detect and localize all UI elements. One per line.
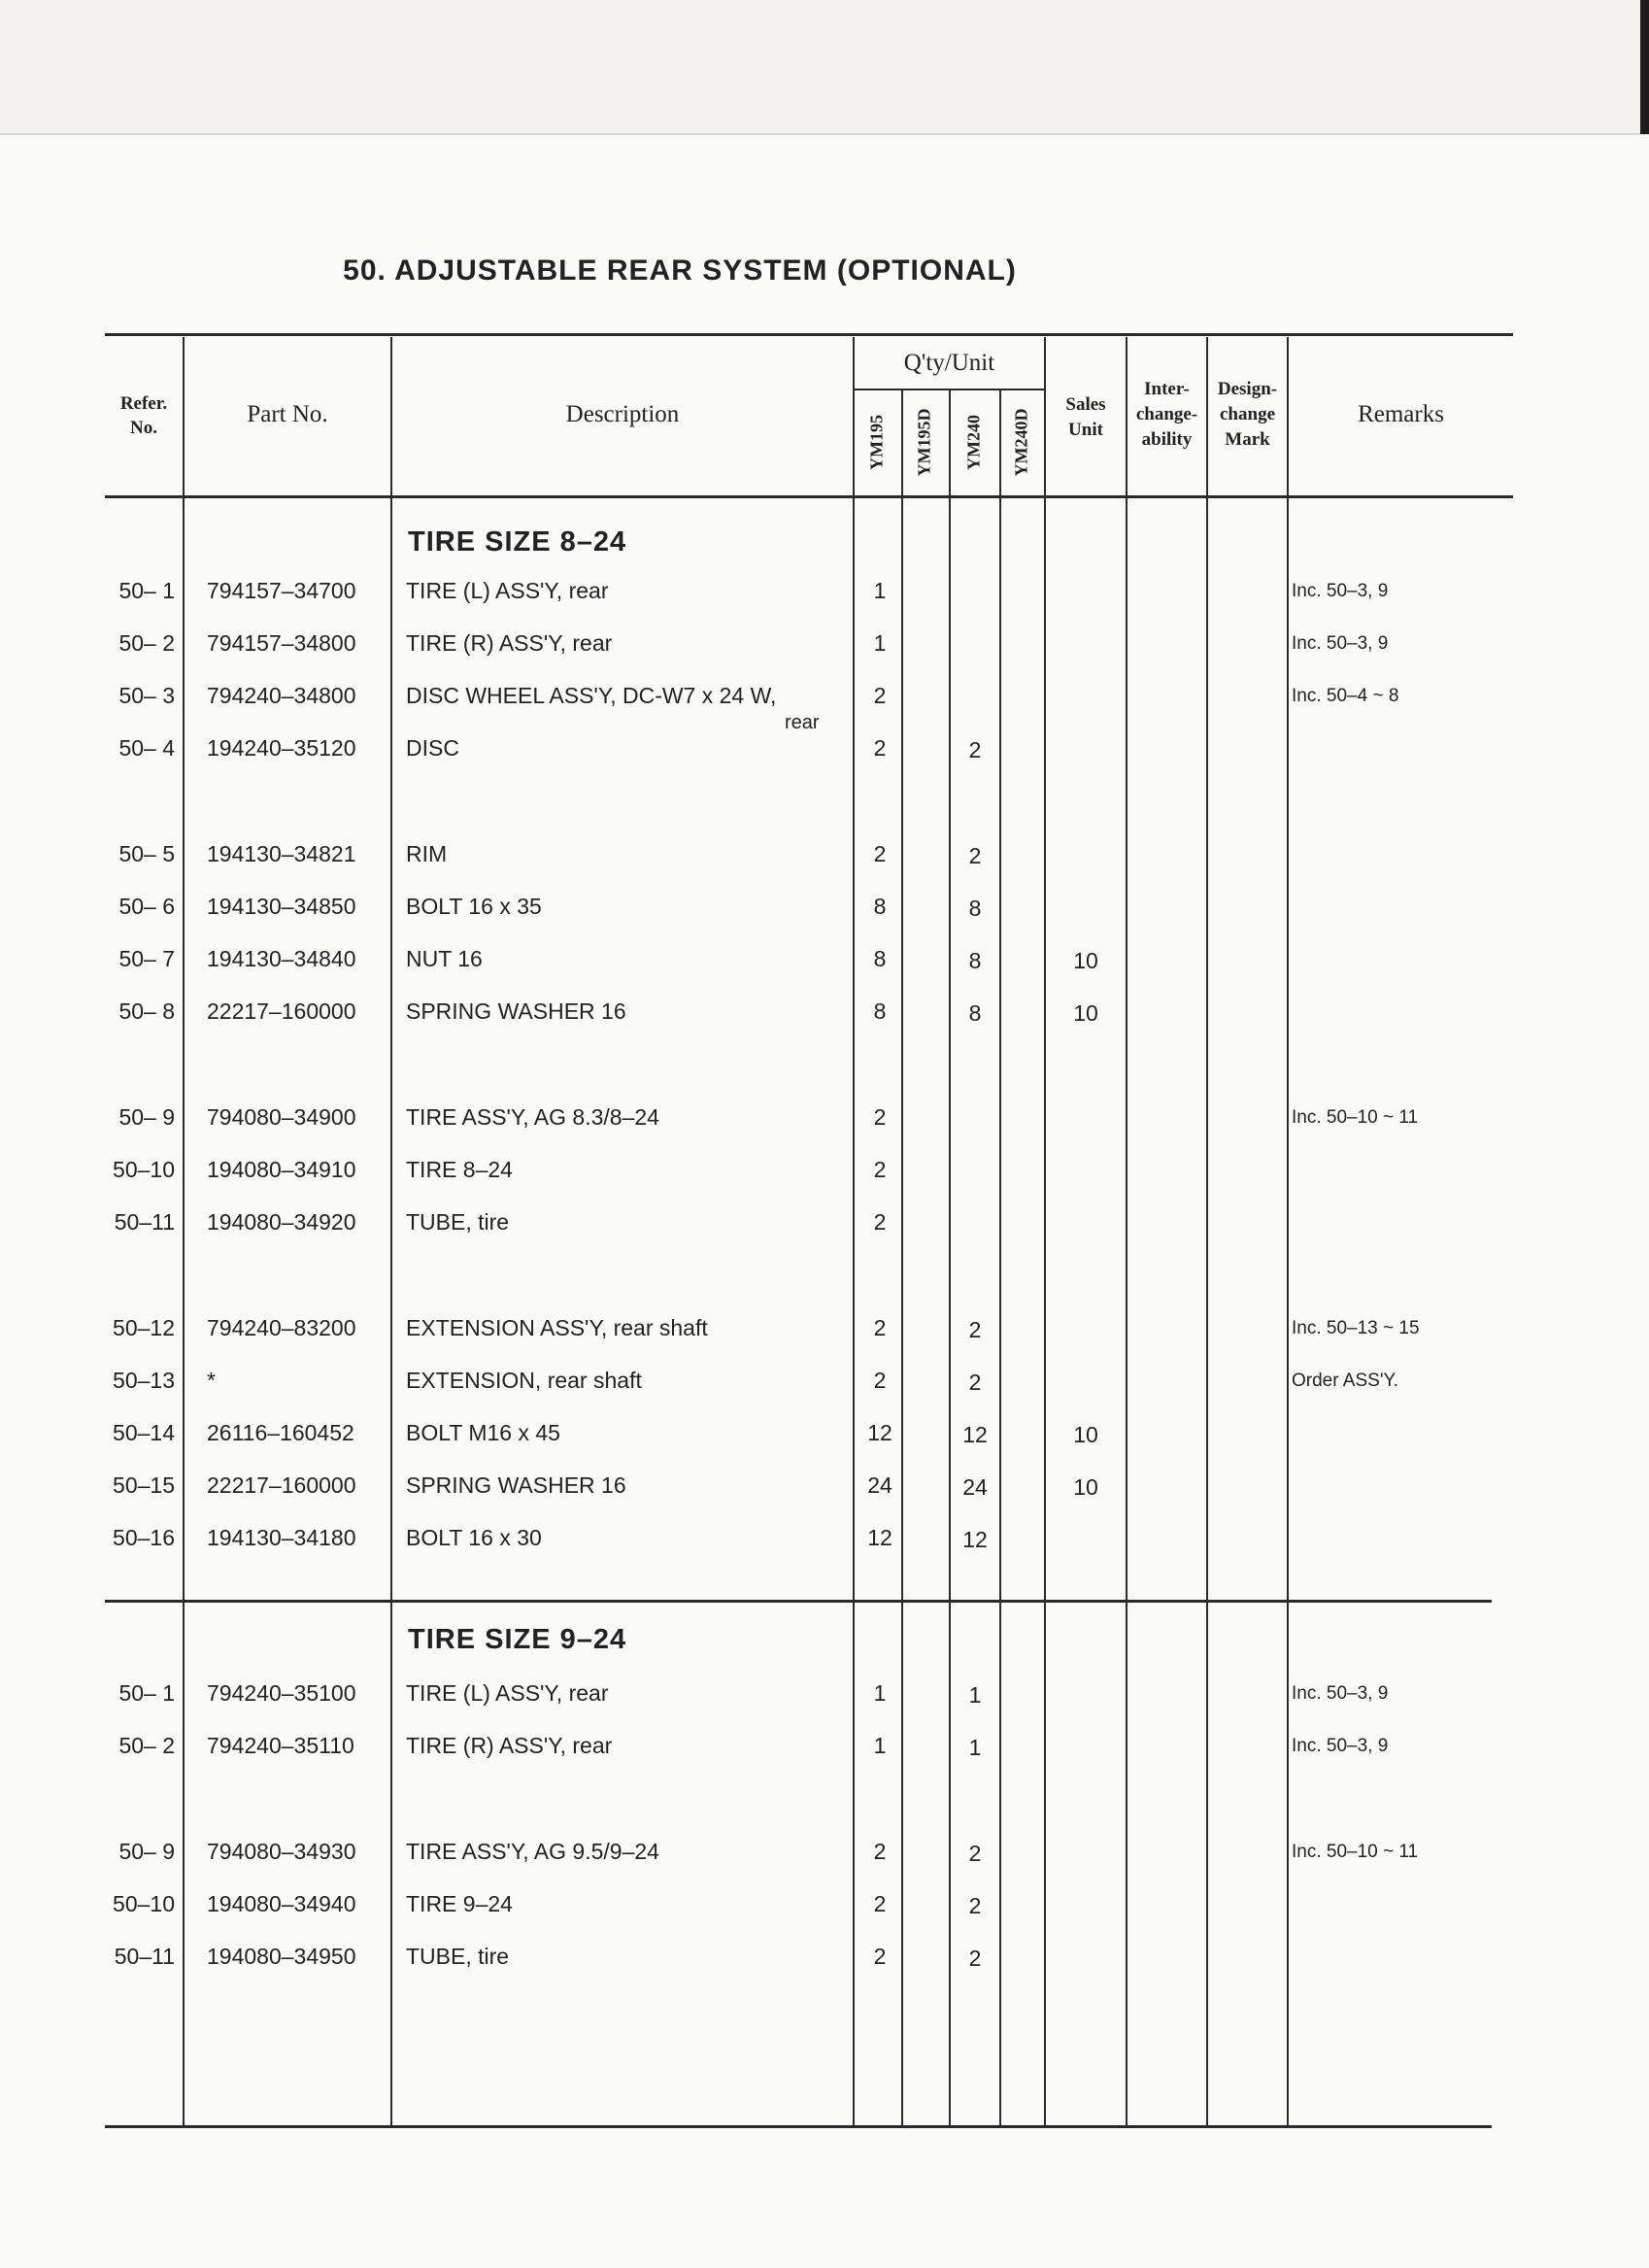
qty-ym195: 2 — [873, 1315, 887, 1340]
ref-number: 50–10 — [113, 1891, 175, 1916]
col-rule-part — [390, 337, 392, 2127]
ref-number: 50–14 — [113, 1420, 175, 1445]
part-number: 194080–34910 — [207, 1157, 356, 1182]
part-description: TIRE (L) ASS'Y, rear — [406, 1680, 609, 1706]
ref-number: 50–11 — [114, 1209, 175, 1235]
part-number: 794080–34930 — [207, 1839, 356, 1864]
header-design-3: Mark — [1225, 429, 1270, 450]
qty-ym240: 2 — [968, 1893, 982, 1918]
section-divider-rule — [105, 1600, 1492, 1603]
part-number: 794240–83200 — [207, 1315, 356, 1340]
ref-number: 50– 9 — [118, 1839, 175, 1864]
table-bottom-rule — [105, 2125, 1492, 2128]
header-part-no: Part No. — [247, 401, 328, 427]
part-number: 794240–34800 — [207, 683, 356, 708]
qty-ym195: 1 — [873, 1680, 887, 1706]
col-rule-design — [1287, 337, 1289, 2127]
qty-ym240: 2 — [968, 1946, 982, 1971]
qty-ym195: 12 — [867, 1420, 892, 1445]
remarks: Inc. 50–4 ~ 8 — [1292, 686, 1399, 706]
col-rule-q1 — [901, 390, 903, 2127]
part-number: 194130–34840 — [207, 946, 356, 971]
ref-number: 50–16 — [113, 1525, 175, 1550]
header-design-1: Design- — [1217, 379, 1278, 399]
part-description-continued: rear — [785, 712, 820, 733]
ref-number: 50–13 — [113, 1368, 175, 1393]
col-rule-inter — [1206, 337, 1208, 2127]
header-no: No. — [130, 418, 157, 438]
header-inter-3: ability — [1141, 429, 1193, 450]
section-heading: TIRE SIZE 8–24 — [408, 526, 627, 558]
part-number: 194240–35120 — [207, 735, 356, 761]
table-top-rule — [105, 333, 1513, 336]
scan-page-edge — [0, 133, 1649, 135]
part-description: BOLT 16 x 30 — [406, 1525, 542, 1550]
header-qty-unit: Q'ty/Unit — [903, 350, 995, 376]
sales-unit: 10 — [1073, 948, 1098, 973]
col-rule-q3 — [999, 390, 1001, 2127]
part-description: DISC — [406, 735, 459, 761]
qty-ym195: 2 — [873, 841, 887, 866]
ref-number: 50–12 — [113, 1315, 175, 1340]
qty-ym240: 2 — [968, 1370, 982, 1395]
part-number: 26116–160452 — [207, 1420, 354, 1445]
header-bottom-rule — [105, 495, 1513, 498]
header-inter-2: change- — [1135, 404, 1198, 424]
sales-unit: 10 — [1073, 1474, 1098, 1500]
col-rule-ref — [183, 337, 185, 2127]
remarks: Order ASS'Y. — [1292, 1371, 1398, 1391]
part-description: TUBE, tire — [406, 1209, 510, 1235]
ref-number: 50– 8 — [118, 999, 175, 1024]
part-number: 194080–34920 — [207, 1209, 356, 1235]
qty-ym195: 1 — [873, 578, 887, 603]
remarks: Inc. 50–3, 9 — [1292, 1736, 1389, 1756]
header-remarks: Remarks — [1358, 401, 1444, 427]
qty-ym240: 1 — [968, 1682, 982, 1708]
qty-ym240: 24 — [962, 1474, 988, 1500]
sales-unit: 10 — [1073, 1422, 1098, 1447]
qty-ym240: 12 — [962, 1527, 988, 1552]
qty-ym195: 2 — [873, 683, 887, 708]
section-heading: TIRE SIZE 9–24 — [408, 1624, 627, 1655]
header-unit: Unit — [1068, 420, 1103, 440]
qty-ym240: 1 — [968, 1735, 982, 1760]
col-rule-q4 — [1044, 337, 1046, 2127]
qty-ym195: 1 — [873, 1733, 887, 1758]
ref-number: 50– 4 — [118, 735, 175, 761]
qty-ym195: 8 — [873, 999, 887, 1024]
ref-number: 50– 6 — [118, 894, 175, 919]
sales-unit: 10 — [1073, 1000, 1098, 1026]
part-description: EXTENSION, rear shaft — [406, 1368, 642, 1393]
part-description: DISC WHEEL ASS'Y, DC-W7 x 24 W, — [406, 683, 777, 708]
ref-number: 50– 5 — [118, 841, 175, 866]
part-description: BOLT 16 x 35 — [406, 894, 542, 919]
part-description: SPRING WASHER 16 — [406, 999, 626, 1024]
scan-top-band — [0, 0, 1649, 134]
part-description: TIRE 8–24 — [406, 1157, 513, 1182]
qty-ym195: 1 — [873, 630, 887, 656]
part-description: TIRE ASS'Y, AG 9.5/9–24 — [406, 1839, 659, 1864]
header-sales: Sales — [1065, 394, 1106, 415]
qty-ym195: 12 — [867, 1525, 892, 1550]
header-design-2: change — [1220, 404, 1275, 424]
part-description: TIRE (R) ASS'Y, rear — [406, 630, 613, 656]
qty-ym195: 2 — [873, 1157, 887, 1182]
page-title: 50. ADJUSTABLE REAR SYSTEM (OPTIONAL) — [343, 254, 1017, 287]
part-description: SPRING WASHER 16 — [406, 1473, 626, 1498]
part-description: TUBE, tire — [406, 1944, 510, 1969]
qty-ym195: 2 — [873, 1368, 887, 1393]
qty-ym195: 8 — [873, 946, 887, 971]
qty-ym240: 8 — [968, 1000, 982, 1026]
part-number: 794157–34800 — [207, 630, 356, 656]
qty-ym240: 12 — [962, 1422, 988, 1447]
ref-number: 50–11 — [114, 1944, 175, 1969]
qty-ym240: 2 — [968, 843, 982, 868]
remarks: Inc. 50–3, 9 — [1292, 581, 1389, 601]
remarks: Inc. 50–3, 9 — [1292, 1683, 1389, 1704]
part-description: RIM — [406, 841, 448, 866]
ref-number: 50– 1 — [118, 578, 175, 603]
ref-number: 50–15 — [113, 1473, 175, 1498]
part-description: NUT 16 — [406, 946, 483, 971]
qty-ym195: 2 — [873, 1944, 887, 1969]
part-number: 794240–35100 — [207, 1680, 356, 1706]
part-description: TIRE 9–24 — [406, 1891, 513, 1916]
col-rule-desc — [853, 337, 855, 2127]
header-description: Description — [565, 401, 680, 427]
remarks: Inc. 50–10 ~ 11 — [1292, 1107, 1419, 1128]
ref-number: 50– 1 — [118, 1680, 175, 1706]
header-model-1: YM195 — [866, 415, 887, 470]
part-number: 194130–34821 — [207, 841, 356, 866]
ref-number: 50– 9 — [118, 1104, 175, 1130]
part-number: 194130–34180 — [207, 1525, 356, 1550]
ref-number: 50– 2 — [118, 1733, 175, 1758]
header-model-2: YM195D — [914, 408, 934, 477]
part-number: 794080–34900 — [207, 1104, 356, 1130]
header-refer: Refer. — [119, 393, 168, 414]
qty-ym195: 2 — [873, 735, 887, 761]
qty-ym195: 2 — [873, 1839, 887, 1864]
qty-ym240: 8 — [968, 948, 982, 973]
qty-ym195: 24 — [867, 1473, 892, 1498]
part-description: TIRE ASS'Y, AG 8.3/8–24 — [406, 1104, 659, 1130]
ref-number: 50– 7 — [118, 946, 175, 971]
part-number: * — [207, 1368, 216, 1393]
qty-ym240: 8 — [968, 896, 982, 921]
qty-ym240: 2 — [968, 1841, 982, 1866]
qty-ym195: 8 — [873, 894, 887, 919]
part-number: 794240–35110 — [207, 1733, 354, 1758]
remarks: Inc. 50–10 ~ 11 — [1292, 1842, 1419, 1862]
header-model-4: YM240D — [1011, 408, 1031, 477]
ref-number: 50– 3 — [118, 683, 175, 708]
ref-number: 50–10 — [113, 1157, 175, 1182]
part-description: BOLT M16 x 45 — [406, 1420, 560, 1445]
header-model-3: YM240 — [963, 415, 984, 470]
part-description: TIRE (R) ASS'Y, rear — [406, 1733, 613, 1758]
ref-number: 50– 2 — [118, 630, 175, 656]
part-number: 22217–160000 — [207, 999, 356, 1024]
col-rule-q2 — [949, 390, 951, 2127]
col-rule-sales — [1126, 337, 1127, 2127]
qty-ym195: 2 — [873, 1891, 887, 1916]
part-number: 194080–34940 — [207, 1891, 356, 1916]
qty-ym195: 2 — [873, 1104, 887, 1130]
part-description: TIRE (L) ASS'Y, rear — [406, 578, 609, 603]
part-number: 194130–34850 — [207, 894, 356, 919]
qty-ym240: 2 — [968, 1317, 982, 1342]
qty-ym240: 2 — [968, 737, 982, 762]
part-description: EXTENSION ASS'Y, rear shaft — [406, 1315, 708, 1340]
part-number: 22217–160000 — [207, 1473, 356, 1498]
part-number: 794157–34700 — [207, 578, 356, 603]
qty-ym195: 2 — [873, 1209, 887, 1235]
header-inter-1: Inter- — [1144, 379, 1190, 399]
remarks: Inc. 50–13 ~ 15 — [1292, 1318, 1420, 1338]
part-number: 194080–34950 — [207, 1944, 356, 1969]
remarks: Inc. 50–3, 9 — [1292, 633, 1389, 654]
scan-edge-bar — [1640, 0, 1649, 134]
